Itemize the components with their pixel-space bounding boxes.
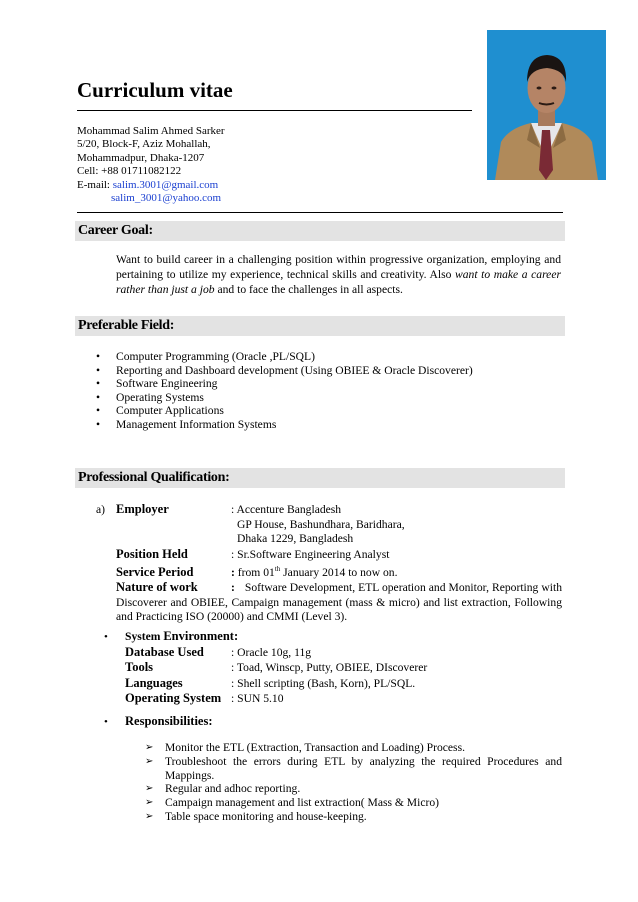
section-header-professional-qualification xyxy=(75,468,565,488)
service-period-value: from 01 xyxy=(234,565,275,579)
env-row-value: : Toad, Winscp, Putty, OBIEE, DIscoverer xyxy=(231,661,428,674)
list-item: ➢ Troubleshoot the errors during ETL by analyzing the required Procedures and Mappings. xyxy=(145,755,562,783)
env-row-label: Languages xyxy=(125,675,183,690)
service-period-label: Service Period xyxy=(116,564,194,579)
career-goal-text-part-2: and to face the challenges in all aspects. xyxy=(214,283,403,296)
service-period-value-end: January 2014 to now on. xyxy=(280,565,398,579)
bullet-responsibilities: • xyxy=(104,716,108,728)
section-header-career-goal xyxy=(75,221,565,241)
email-line-2 xyxy=(77,192,225,205)
nature-of-work-text: Software Development, ETL operation and Monitor, Reporting with Discoverer and OBIEE, Campaign management (mass & micro) and list extraction, Following and Practicing ISO (20000) and CMMI (Level 3). xyxy=(116,581,562,624)
email-line-1 xyxy=(77,179,225,192)
employer-value: : Accenture Bangladesh xyxy=(231,503,342,516)
employer-address-1: GP House, Bashundhara, Baridhara, xyxy=(237,517,405,531)
list-item: ➢ Monitor the ETL (Extraction, Transaction and Loading) Process. xyxy=(145,741,562,755)
preferable-field-list xyxy=(94,350,473,432)
system-environment-heading-big: Environment: xyxy=(163,629,239,643)
section-title: Preferable Field: xyxy=(78,318,175,333)
list-item: • Reporting and Dashboard development (Using OBIEE & Oracle Discoverer) xyxy=(94,364,473,378)
address-line-1: 5/20, Block-F, Aziz Mohallah, xyxy=(77,138,211,151)
position-value: : Sr.Software Engineering Analyst xyxy=(231,547,390,561)
section-title: Professional Qualification: xyxy=(78,470,230,485)
section-title: Career Goal: xyxy=(78,223,153,238)
system-environment-heading-small: System xyxy=(125,630,164,643)
employer-row xyxy=(116,502,562,518)
service-period-colon: : xyxy=(231,565,235,579)
service-period-row xyxy=(116,562,562,580)
email-link-yahoo[interactable]: salim_3001@yahoo.com xyxy=(111,192,222,205)
list-marker-a: a) xyxy=(96,503,106,516)
employer-address-2: Dhaka 1229, Bangladesh xyxy=(237,532,354,545)
responsibilities-heading: Responsibilities: xyxy=(125,714,213,728)
email-label: E-mail: xyxy=(77,178,113,191)
env-row-value: : SUN 5.10 xyxy=(231,692,284,705)
cell-number: Cell: +88 01711082122 xyxy=(77,165,182,178)
list-item: ➢ Table space monitoring and house-keeping. xyxy=(145,810,562,824)
system-environment xyxy=(125,629,427,707)
nature-of-work xyxy=(116,580,562,625)
list-item: ➢ Campaign management and list extraction( Mass & Micro) xyxy=(145,796,562,810)
service-period-sup: th xyxy=(274,565,281,573)
env-row-label: Tools xyxy=(125,660,154,674)
address-line-2: Mohammadpur, Dhaka-1207 xyxy=(77,151,205,164)
list-item: • Computer Programming (Oracle ,PL/SQL) xyxy=(94,350,473,364)
system-environment-heading xyxy=(125,629,427,645)
list-item: • Computer Applications xyxy=(94,404,473,418)
header-divider xyxy=(77,212,563,213)
list-item: • Software Engineering xyxy=(94,377,473,391)
env-row-label: Operating System xyxy=(125,691,222,705)
email-link-gmail[interactable]: salim.3001@gmail.com xyxy=(112,178,219,191)
env-row-value: : Oracle 10g, 11g xyxy=(231,645,312,659)
employer-label: Employer xyxy=(116,502,169,516)
env-row-label: Database Used xyxy=(125,644,204,659)
position-row xyxy=(116,547,562,563)
env-row xyxy=(125,676,427,692)
section-header-preferable-field xyxy=(75,316,565,336)
list-item: ➢ Regular and adhoc reporting. xyxy=(145,782,562,796)
bullet-system-env: • xyxy=(104,631,108,643)
employment-details xyxy=(116,502,562,625)
profile-photo xyxy=(487,30,606,180)
page-title: Curriculum vitae xyxy=(77,78,233,102)
career-goal-text-part-1: Want to build career in a challenging position within progressive organization, employing and pertaining to utilize my experience, technical skills and creativity. Also xyxy=(116,253,561,281)
contact-block xyxy=(77,125,225,205)
env-row-value: : Shell scripting (Bash, Korn), PL/SQL. xyxy=(231,676,416,690)
career-goal-text-italic: want to make a career rather than just a job xyxy=(116,268,561,296)
nature-of-work-label: Nature of work xyxy=(116,580,198,595)
env-row xyxy=(125,691,427,707)
list-item: • Operating Systems xyxy=(94,391,473,405)
list-item: • Management Information Systems xyxy=(94,418,473,432)
env-row xyxy=(125,660,427,676)
nature-of-work-colon: : xyxy=(231,581,235,595)
env-row xyxy=(125,645,427,661)
profile-photo-image xyxy=(487,30,606,180)
responsibilities-list xyxy=(145,741,562,824)
career-goal-text xyxy=(116,252,561,297)
position-label: Position Held xyxy=(116,546,188,561)
title-divider xyxy=(77,110,472,111)
full-name: Mohammad Salim Ahmed Sarker xyxy=(77,125,225,137)
